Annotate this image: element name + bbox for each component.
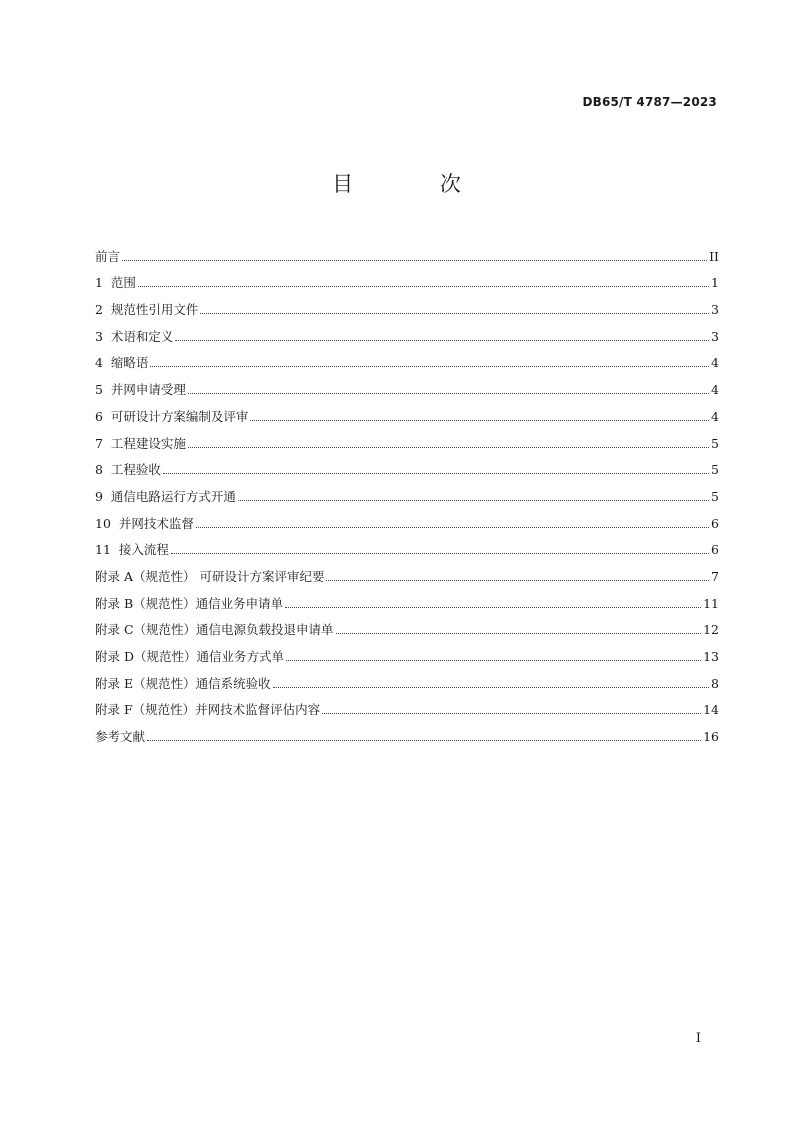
- toc-leader-dots: [200, 313, 709, 314]
- toc-leader-dots: [147, 740, 701, 741]
- toc-entry-page: 5: [711, 488, 719, 504]
- toc-entry-page: 11: [703, 595, 719, 611]
- toc-entry-label: 2 规范性引用文件: [95, 302, 199, 318]
- toc-entry-label: 9 通信电路运行方式开通: [95, 488, 236, 504]
- toc-entry-page: 12: [703, 622, 719, 638]
- toc-entry[interactable]: [95, 371, 719, 398]
- toc-entry-page: 4: [711, 355, 719, 371]
- toc-entry-page: 14: [703, 702, 719, 718]
- toc-entry-page: 4: [711, 382, 719, 398]
- toc-leader-dots: [171, 553, 709, 554]
- toc-entry-page: 13: [703, 649, 719, 664]
- toc-entry-page: II: [709, 248, 719, 264]
- toc-entry[interactable]: [95, 505, 719, 532]
- toc-leader-dots: [122, 260, 707, 261]
- toc-leader-dots: [150, 366, 709, 367]
- toc-entry-page: 3: [711, 328, 719, 344]
- toc-leader-dots: [336, 633, 702, 634]
- toc-leader-dots: [273, 687, 709, 688]
- toc-entry-label: 3 术语和定义: [95, 328, 174, 344]
- toc-entry[interactable]: [95, 692, 719, 719]
- toc-entry[interactable]: [95, 478, 719, 505]
- toc-entry[interactable]: [95, 585, 719, 612]
- toc-entry-label: 附录 C（规范性）通信电源负载投退申请单: [95, 622, 334, 638]
- page-number: I: [695, 1031, 701, 1046]
- toc-entry-page: 16: [703, 729, 719, 745]
- toc-entry-page: 1: [711, 275, 719, 291]
- toc-entry-label: 1 范围: [95, 275, 136, 291]
- toc-leader-dots: [238, 500, 709, 501]
- toc-entry-page: 3: [711, 302, 719, 318]
- toc-leader-dots: [285, 607, 701, 608]
- toc-entry-page: 6: [711, 515, 719, 531]
- toc-title: 目 次: [332, 172, 501, 196]
- toc-leader-dots: [326, 580, 709, 581]
- toc-entry[interactable]: [95, 638, 719, 665]
- toc-leader-dots: [188, 393, 709, 394]
- toc-leader-dots: [188, 447, 709, 448]
- toc-entry-label: 前言: [95, 248, 121, 264]
- toc-leader-dots: [322, 713, 701, 714]
- toc-entry-label: 附录 A（规范性） 可研设计方案评审纪要: [95, 568, 325, 584]
- toc-entry[interactable]: [95, 558, 719, 585]
- toc-entry-label: 附录 E（规范性）通信系统验收: [95, 675, 271, 691]
- toc-entry-label: 附录 B（规范性）通信业务申请单: [95, 595, 284, 611]
- table-of-contents: [95, 238, 719, 745]
- toc-entry[interactable]: [95, 345, 719, 372]
- toc-entry[interactable]: [95, 425, 719, 452]
- toc-entry[interactable]: [95, 291, 719, 318]
- toc-entry[interactable]: [95, 665, 719, 692]
- toc-entry-label: 7 工程建设实施: [95, 435, 186, 451]
- toc-entry[interactable]: [95, 452, 719, 479]
- toc-entry-label: 4 缩略语: [95, 355, 149, 371]
- toc-entry-label: 参考文献: [95, 729, 146, 745]
- toc-entry[interactable]: [95, 532, 719, 559]
- toc-entry-label: 8 工程验收: [95, 462, 161, 478]
- toc-entry-label: 10 并网技术监督: [95, 515, 194, 531]
- toc-leader-dots: [138, 286, 709, 287]
- toc-entry[interactable]: [95, 398, 719, 425]
- toc-entry[interactable]: [95, 318, 719, 345]
- toc-leader-dots: [175, 340, 709, 341]
- toc-entry[interactable]: [95, 265, 719, 292]
- toc-entry-page: 6: [711, 542, 719, 558]
- toc-entry[interactable]: [95, 718, 719, 745]
- toc-entry-label: 6 可研设计方案编制及评审: [95, 408, 249, 424]
- toc-entry-page: 5: [711, 435, 719, 451]
- toc-entry[interactable]: [95, 238, 719, 265]
- toc-leader-dots: [196, 527, 709, 528]
- toc-leader-dots: [163, 473, 709, 474]
- toc-entry-label: 11 接入流程: [95, 542, 169, 558]
- toc-entry-page: 4: [711, 408, 719, 424]
- toc-entry-page: 8: [711, 675, 719, 691]
- toc-entry-label: 附录 F（规范性）并网技术监督评估内容: [95, 702, 321, 718]
- toc-leader-dots: [250, 420, 709, 421]
- toc-entry-page: 5: [711, 462, 719, 478]
- toc-entry[interactable]: [95, 612, 719, 639]
- toc-entry-label: 5 并网申请受理: [95, 382, 186, 398]
- toc-entry-page: 7: [711, 568, 719, 584]
- toc-entry-label: 附录 D（规范性）通信业务方式单: [95, 649, 284, 664]
- toc-leader-dots: [286, 660, 701, 661]
- standard-code: DB65/T 4787—2023: [582, 95, 717, 109]
